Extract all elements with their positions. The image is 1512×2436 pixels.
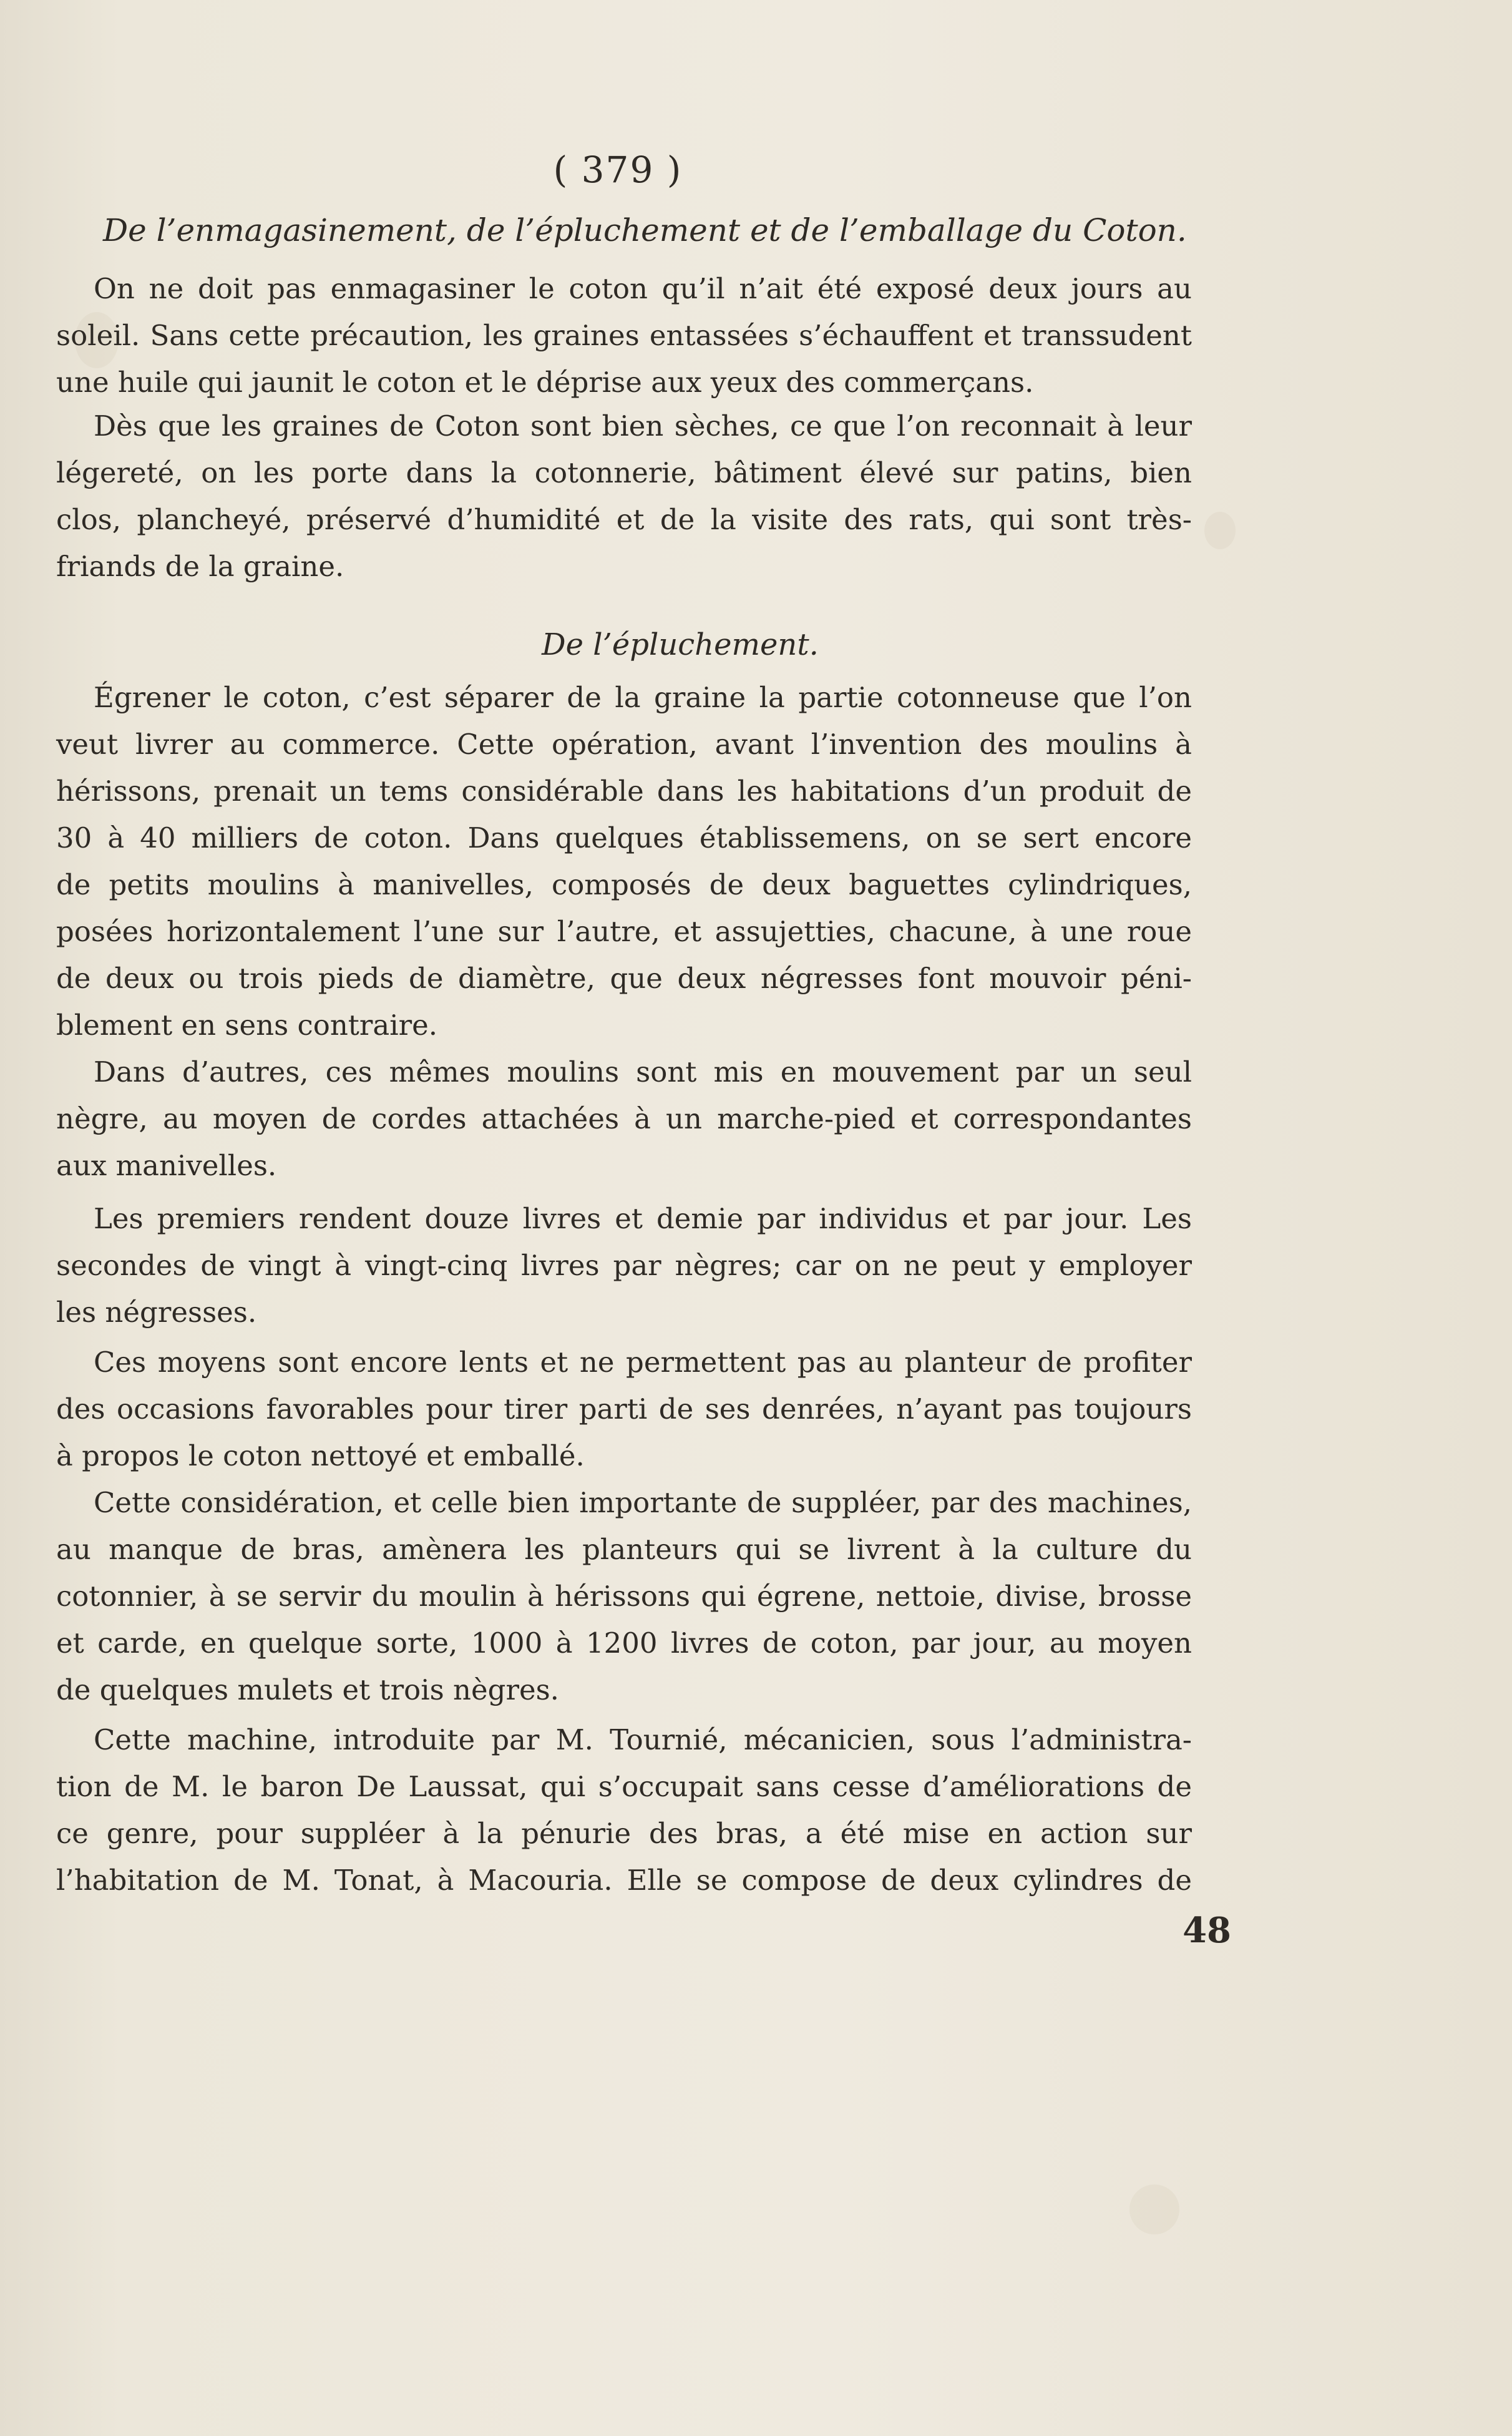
text-line: à propos le coton nettoyé et emballé. [56,1439,585,1472]
paper-stain [1204,512,1236,549]
text-line: Cette machine, introduite par M. Tournié, mécanicien, sous l’administra- [94,1723,1192,1756]
text-line: clos, plancheyé, préservé d’humidité et de la visite des rats, qui sont très- [56,503,1192,536]
text-line: Les premiers rendent douze livres et demie par individus et par jour. Les [94,1202,1192,1235]
subsection-title: De l’épluchement. [542,627,819,662]
text-line: soleil. Sans cette précaution, les graines entassées s’échauffent et transsudent [56,319,1192,352]
text-line: de quelques mulets et trois nègres. [56,1673,559,1706]
text-line: secondes de vingt à vingt-cinq livres par nègres; car on ne peut y employer [56,1249,1192,1282]
text-line: aux manivelles. [56,1149,277,1182]
text-line: de petits moulins à manivelles, composés de deux baguettes cylindriques, [56,868,1192,901]
text-line: Ces moyens sont encore lents et ne permettent pas au planteur de profiter [94,1346,1192,1379]
text-line: cotonnier, à se servir du moulin à hérissons qui égrene, nettoie, divise, brosse [56,1580,1192,1613]
text-line: nègre, au moyen de cordes attachées à un marche-pied et correspondantes [56,1102,1192,1135]
section-title: De l’enmagasinement, de l’épluchement et de l’emballage du Coton. [103,212,1187,248]
text-line: au manque de bras, amènera les planteurs qui se livrent à la culture du [56,1533,1192,1566]
text-line: friands de la graine. [56,550,344,583]
text-line: hérissons, prenait un tems considérable dans les habitations d’un produit de [56,775,1192,808]
text-line: blement en sens contraire. [56,1009,438,1042]
page-number: ( 379 ) [553,149,683,191]
text-line: posées horizontalement l’une sur l’autre, et assujetties, chacune, à une roue [56,915,1192,948]
text-line: On ne doit pas enmagasiner le coton qu’il n’ait été exposé deux jours au [94,272,1192,305]
text-line: tion de M. le baron De Laussat, qui s’occupait sans cesse d’améliorations de [56,1770,1192,1803]
text-line: ce genre, pour suppléer à la pénurie des bras, a été mise en action sur [56,1817,1192,1850]
signature-mark: 48 [1183,1910,1231,1951]
text-line: légereté, on les porte dans la cotonnerie, bâtiment élevé sur patins, bien [56,456,1192,489]
text-line: Dans d’autres, ces mêmes moulins sont mis en mouvement par un seul [94,1055,1192,1088]
text-line: Dès que les graines de Coton sont bien sèches, ce que l’on reconnait à leur [94,409,1192,443]
text-line: et carde, en quelque sorte, 1000 à 1200 livres de coton, par jour, au moyen [56,1626,1192,1660]
text-line: veut livrer au commerce. Cette opération, avant l’invention des moulins à [56,728,1192,761]
text-line: une huile qui jaunit le coton et le déprise aux yeux des commerçans. [56,366,1034,399]
text-line: 30 à 40 milliers de coton. Dans quelques établissemens, on se sert encore [56,821,1192,854]
text-line: Égrener le coton, c’est séparer de la graine la partie cotonneuse que l’on [94,681,1192,714]
text-line: Cette considération, et celle bien importante de suppléer, par des machines, [94,1486,1192,1519]
paper-stain [1129,2184,1179,2234]
text-line: les négresses. [56,1296,257,1329]
text-line: de deux ou trois pieds de diamètre, que deux négresses font mouvoir péni- [56,962,1192,995]
text-line: des occasions favorables pour tirer parti de ses denrées, n’ayant pas toujours [56,1392,1192,1426]
text-line: l’habitation de M. Tonat, à Macouria. Elle se compose de deux cylindres de [56,1864,1192,1897]
